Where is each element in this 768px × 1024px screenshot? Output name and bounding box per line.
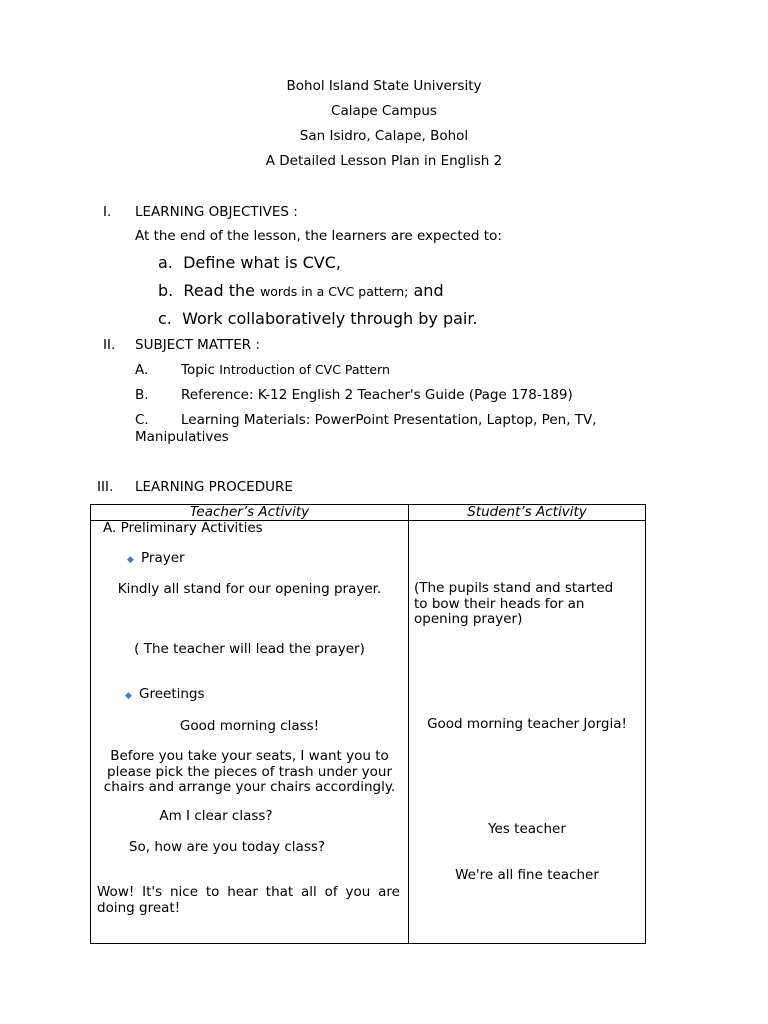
objectives-heading: LEARNING OBJECTIVES :	[135, 204, 298, 220]
campus-address: San Isidro, Calape, Bohol	[299, 128, 469, 144]
subject-letter-c: C.	[135, 412, 149, 428]
university-name: Bohol Island State University	[286, 78, 482, 94]
teacher-prayer-note: ( The teacher will lead the prayer)	[134, 641, 365, 657]
subject-materials: Learning Materials: PowerPoint Presentation, Laptop, Pen, TV,	[181, 412, 597, 428]
objective-c	[158, 309, 478, 328]
campus-name: Calape Campus	[331, 103, 437, 119]
diamond-bullet-icon: ◆	[127, 555, 134, 565]
objective-text-end: and	[408, 281, 444, 300]
teacher-clear-question: Am I clear class?	[159, 808, 273, 824]
teacher-how-question: So, how are you today class?	[128, 839, 326, 855]
objective-text-middle: words in a CVC pattern;	[260, 284, 409, 299]
objective-letter: a.	[158, 253, 173, 272]
document-title: A Detailed Lesson Plan in English 2	[265, 153, 503, 169]
diamond-bullet-icon: ◆	[125, 691, 132, 701]
prayer-label: Prayer	[141, 550, 185, 566]
teacher-greeting: Good morning class!	[179, 718, 320, 734]
objective-text: Work collaboratively through by pair.	[182, 309, 478, 328]
subject-matter-heading: SUBJECT MATTER :	[135, 337, 261, 353]
subject-topic	[181, 362, 390, 378]
objective-text: Define what is CVC,	[183, 253, 342, 272]
topic-label: Topic	[181, 362, 220, 378]
student-yes-response: Yes teacher	[488, 821, 566, 837]
subject-materials-continued: Manipulatives	[135, 429, 229, 445]
objective-letter: b.	[158, 281, 174, 300]
teacher-instruction: Before you take your seats, I want you to please pick the pieces of trash under your chairs and arrange your chairs accordingly.	[103, 748, 396, 795]
prayer-item	[127, 551, 185, 569]
objective-a	[158, 253, 341, 272]
teacher-prayer-line: Kindly all stand for our opening prayer.	[117, 581, 382, 597]
student-greeting: Good morning teacher Jorgia!	[427, 716, 627, 732]
greetings-label: Greetings	[139, 686, 205, 702]
topic-text: Introduction of CVC Pattern	[219, 362, 390, 377]
subject-letter-b: B.	[135, 387, 149, 403]
section-numeral-1: I.	[103, 204, 112, 220]
objective-b	[158, 281, 444, 300]
objectives-intro: At the end of the lesson, the learners are expected to:	[135, 228, 502, 244]
objective-text-start: Read the	[183, 281, 261, 300]
teacher-column-header: Teacher’s Activity	[189, 504, 310, 520]
preliminary-activities-heading: A. Preliminary Activities	[103, 520, 263, 536]
student-column-header: Student’s Activity	[467, 504, 587, 520]
procedure-table	[90, 504, 646, 944]
section-numeral-3: III.	[97, 479, 114, 495]
subject-reference: Reference: K-12 English 2 Teacher's Guide (Page 178-189)	[181, 387, 573, 403]
procedure-heading: LEARNING PROCEDURE	[135, 479, 293, 495]
teacher-response: Wow! It's nice to hear that all of you are doing great!	[97, 884, 400, 916]
objective-letter: c.	[158, 309, 172, 328]
subject-letter-a: A.	[135, 362, 149, 378]
student-fine-response: We're all fine teacher	[455, 867, 599, 883]
section-numeral-2: II.	[103, 337, 116, 353]
student-prayer-response: (The pupils stand and started to bow their heads for an opening prayer)	[414, 580, 614, 627]
greetings-item	[125, 687, 205, 705]
